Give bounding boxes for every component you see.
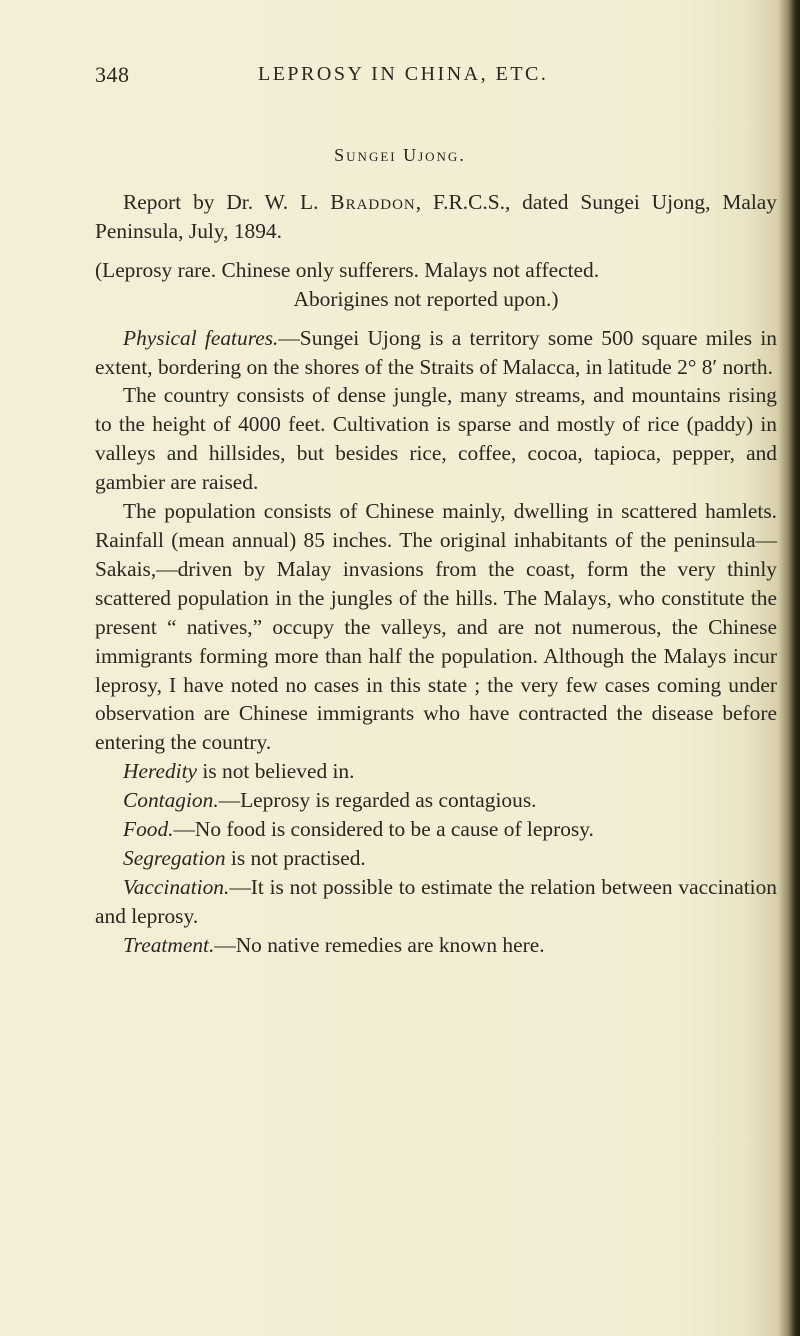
page-number: 348 <box>95 62 130 87</box>
report-suffix: , F.R.C.S., dated Sungei Ujong, Malay Peninsula, July, 1894. <box>95 190 777 243</box>
vaccination-heading: Vaccination. <box>123 874 230 899</box>
population-paragraph: The population consists of Chinese mainly, dwelling in scattered hamlets. Rainfall (mean annual) 85 inches. The original inhabitants of the peninsula—Sakais,—driven by Malay invasions from the coast, form the very thinly scattered population in the jungles of the hills. The Malays, who constitute the present “ natives,” occupy the valleys, and are not numerous, the Chinese immigrants forming more than half the population. Although the Malays incur leprosy, I have noted no cases in this state ; the very few cases coming under observation are Chinese immigrants who have contracted the disease before entering the country. <box>95 499 777 755</box>
report-prefix: Report by Dr. W. L. <box>123 190 331 214</box>
treatment-paragraph <box>95 931 777 960</box>
contagion-heading: Contagion. <box>123 788 219 813</box>
section-heading: Sungei Ujong. <box>334 145 466 165</box>
contagion-text: —Leprosy is regarded as contagious. <box>218 788 537 813</box>
food-heading: Food. <box>123 817 174 842</box>
heredity-heading: Heredity <box>123 759 198 784</box>
heredity-text: is not believed in. <box>197 759 355 784</box>
report-author: Braddon <box>330 190 416 214</box>
treatment-heading: Treatment. <box>123 932 215 957</box>
summary-note-line-2: Aborigines not reported upon.) <box>293 286 559 311</box>
summary-note <box>95 256 777 314</box>
vaccination-text: —It is not possible to estimate the relation between vaccination and leprosy. <box>95 874 777 928</box>
vaccination-paragraph <box>95 873 777 931</box>
treatment-text: —No native remedies are known here. <box>214 932 545 957</box>
food-paragraph <box>95 815 777 844</box>
contagion-paragraph <box>95 786 777 815</box>
report-paragraph <box>95 188 777 246</box>
physical-features-heading: Physical features. <box>123 325 279 350</box>
summary-note-line-1: (Leprosy rare. Chinese only sufferers. Malays not affected. <box>95 257 600 282</box>
segregation-heading: Segregation <box>123 845 226 870</box>
physical-features-paragraph <box>95 324 777 382</box>
running-title: LEPROSY IN CHINA, ETC. <box>258 63 549 85</box>
running-head <box>0 62 800 92</box>
physical-features-text: —Sungei Ujong is a territory some 500 square miles in extent, bordering on the shores of the Straits of Malacca, in latitude 2° 8′ north. <box>95 325 777 379</box>
segregation-text: is not practised. <box>225 845 366 870</box>
page-edge-shadow <box>778 0 800 1336</box>
body-text <box>95 188 777 960</box>
segregation-paragraph <box>95 844 777 873</box>
food-text: —No food is considered to be a cause of leprosy. <box>173 817 594 842</box>
heredity-paragraph <box>95 757 777 786</box>
country-paragraph: The country consists of dense jungle, many streams, and mountains rising to the height of 4000 feet. Cultivation is sparse and mostly of rice (paddy) in valleys and hillsides, but besides rice, coffee, cocoa, tapioca, pepper, and gambier are raised. <box>95 383 777 495</box>
